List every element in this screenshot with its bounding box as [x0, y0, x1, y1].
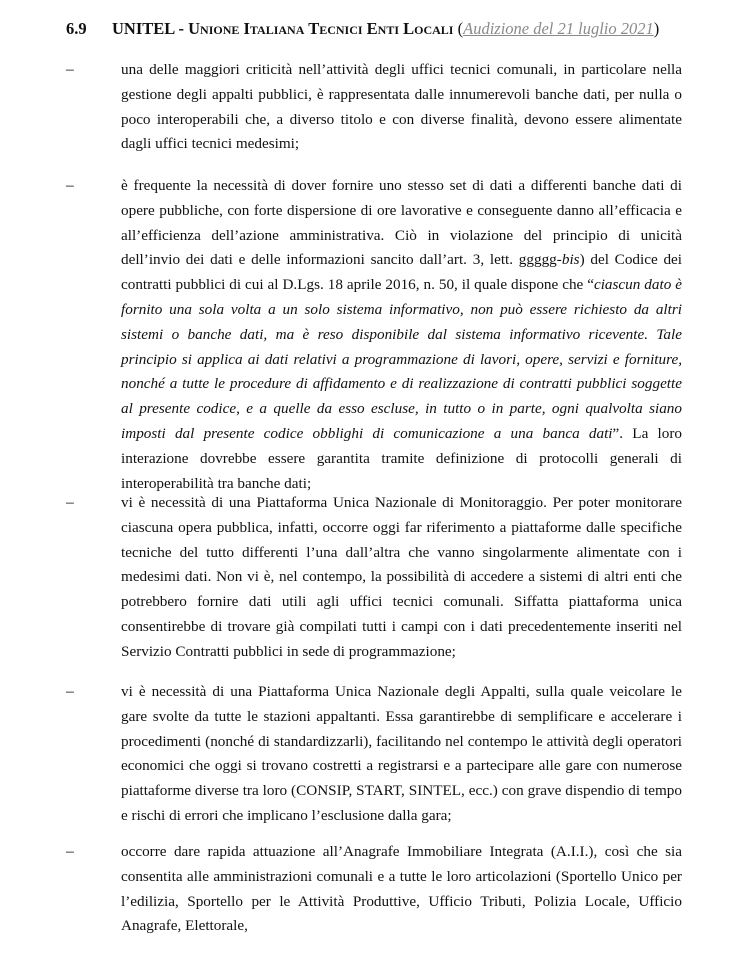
list-item-text	[121, 174, 682, 496]
list-item-text-part: è frequente la necessità di dover fornire uno stesso set di dati a differenti banche dati di opere pubbliche, con forte dispersione di ore lavorative e conseguente danno all’efficacia e all’efficienza dell’azione amministrativa. Ciò in violazione del principio di unicità dell’invio dei dati e delle informazioni sancito dall’art. 3, lett. ggggg-	[121, 177, 682, 269]
list-item-text: vi è necessità di una Piattaforma Unica Nazionale degli Appalti, sulla quale veicolare le gare svolte da tutte le stazioni appaltanti. Essa garantirebbe di semplificare e accelerare i procedimenti (nonché di standardizzarli), facilitando nel contempo le attività degli operatori economici che oggi si trovano costretti a registrarsi e a partecipare alle gare con numerose piattaforme diverse tra loro (CONSIP, START, SINTEL, ecc.) con grave dispendio di tempo e rischi di errori che implicano l’esclusione dalla gara;	[121, 683, 682, 824]
section-paren-close: )	[653, 19, 660, 38]
list-bullet: –	[66, 494, 74, 511]
list-bullet: –	[66, 177, 74, 194]
section-paren-open: (	[453, 19, 464, 38]
list-item-text: occorre dare rapida attuazione all’Anagrafe Immobiliare Integrata (A.I.I.), così che sia consentita alle amministrazioni comunali e a tutte le loro articolazioni (Sportello Unico per l’edilizia, Sportello per le Attività Produttive, Ufficio Tributi, Polizia Locale, Ufficio Anagrafe, Elettorale,	[121, 843, 682, 935]
list-item-text: una delle maggiori criticità nell’attività degli uffici tecnici comunali, in particolare nella gestione degli appalti pubblici, è rappresentata dalle innumerevoli banche dati, per nulla o poco interoperabili che, a diverso titolo e con diverse finalità, devono essere alimentate dagli uffici tecnici medesimi;	[121, 61, 682, 153]
list-item-text-part: ) del Codice dei contratti pubblici di cui al D.Lgs. 18 aprile 2016, n. 50, il quale dispone che “	[121, 251, 683, 294]
list-item-text: vi è necessità di una Piattaforma Unica Nazionale di Monitoraggio. Per poter monitorare ciascuna opera pubblica, infatti, occorre oggi far riferimento a piattaforme dalle specifiche tecniche del tutto differenti l’una dall’altra che vanno singolarmente alimentate con i medesimi dati. Non vi è, nel contempo, la possibilità di accedere a sistemi di altri enti che potrebbero fornire dati utili agli uffici tecnici comunali. Siffatta piattaforma unica consentirebbe di trovare già compilati tutti i campi con i dati precedentemente inseriti nel Servizio Contratti pubblici in sede di programmazione;	[121, 494, 682, 660]
section-org-dash: -	[174, 19, 189, 38]
list-item-text-part: ”. La loro interazione dovrebbe essere garantita tramite definizione di protocolli generali di interoperabilità tra banche dati;	[121, 424, 682, 492]
section-heading	[66, 18, 706, 40]
section-org-short: UNITEL	[112, 19, 175, 38]
section-number: 6.9	[66, 19, 87, 38]
hearing-date-link[interactable]: Audizione del 21 luglio 2021	[463, 19, 654, 38]
list-bullet: –	[66, 843, 74, 860]
legal-quote: ciascun dato è fornito una sola volta a un solo sistema informativo, non può essere richiesto da altri sistemi o banche dati, ma è reso disponibile dal sistema informativo ricevente. Tale principio si applica ai dati relativi a programmazione di lavori, opere, servizi e forniture, nonché a tutte le procedure di affidamento e di realizzazione di contratti pubblici soggette al presente codice, e a quelle da esso escluse, in tutto o in parte, ogni qualvolta siano imposti dal presente codice obblighi di comunicazione a una banca dati	[121, 276, 682, 442]
list-bullet: –	[66, 683, 74, 700]
section-org-full: Unione Italiana Tecnici Enti Locali	[188, 19, 454, 38]
list-item-italic: bis	[561, 251, 580, 269]
list-bullet: –	[66, 61, 74, 78]
